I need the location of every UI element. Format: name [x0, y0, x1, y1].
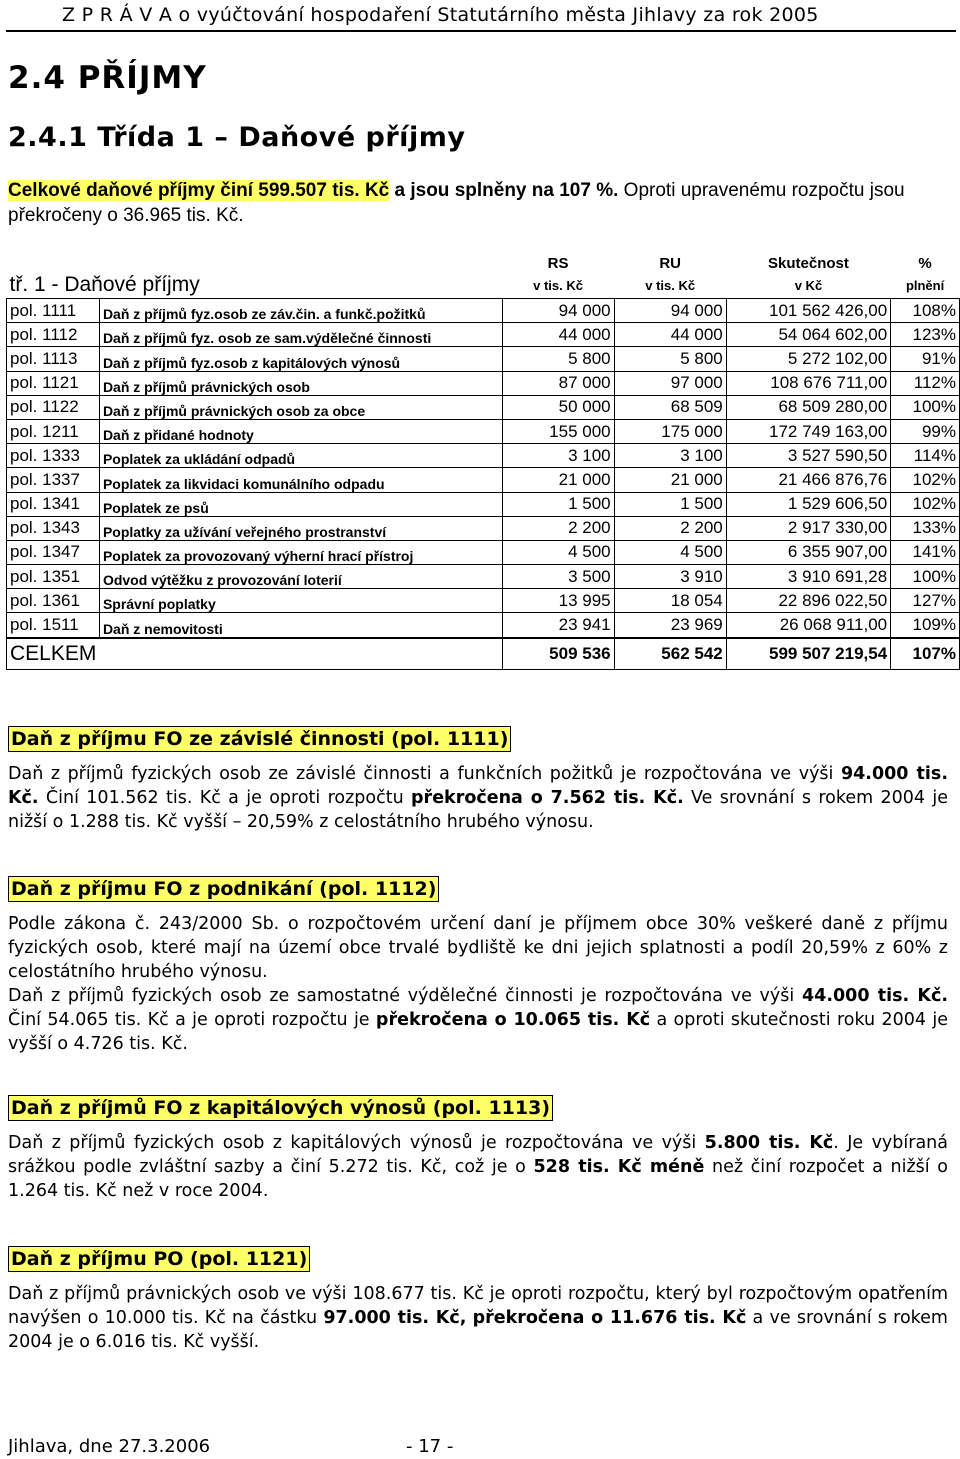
row-pct: 127% — [891, 589, 960, 613]
row-skutecnost: 21 466 876,76 — [726, 468, 890, 492]
col-head-pct: % — [918, 255, 932, 272]
row-description: Poplatky za užívání veřejného prostranství — [99, 516, 502, 540]
total-ru: 562 542 — [614, 638, 726, 670]
heading-trida-1: 2.4.1 Třída 1 – Daňové příjmy — [8, 122, 466, 153]
row-ru: 2 200 — [614, 516, 726, 540]
table-row — [7, 323, 960, 347]
row-description: Daň z příjmů právnických osob za obce — [99, 395, 502, 419]
row-description: Daň z příjmů fyz.osob z kapitálových výnosů — [99, 347, 502, 371]
intro-fulfilment: a jsou splněny na 107 %. — [389, 180, 619, 201]
row-pct: 91% — [891, 347, 960, 371]
row-ru: 1 500 — [614, 492, 726, 516]
row-pol: pol. 1351 — [7, 565, 100, 589]
row-rs: 44 000 — [502, 323, 614, 347]
section-1111 — [8, 726, 948, 834]
row-ru: 21 000 — [614, 468, 726, 492]
table-unit-row — [7, 272, 960, 299]
row-ru: 175 000 — [614, 419, 726, 443]
section-text-law: Podle zákona č. 243/2000 Sb. o rozpočtovém určení daní je příjmem obce 30% veškeré daně z příjmu fyzických osob, které mají na území obce trvalé bydliště ke dni jejich splatnosti a podíl 20,59% z 60% z celostátního hrubého výnosu. — [8, 914, 948, 982]
row-pct: 109% — [891, 613, 960, 638]
row-skutecnost: 2 917 330,00 — [726, 516, 890, 540]
row-ru: 3 910 — [614, 565, 726, 589]
row-ru: 97 000 — [614, 371, 726, 395]
table-row — [7, 516, 960, 540]
row-rs: 3 500 — [502, 565, 614, 589]
row-pct: 133% — [891, 516, 960, 540]
section-title: Daň z příjmu FO ze závislé činnosti (pol. 1111) — [8, 726, 511, 752]
row-pol: pol. 1361 — [7, 589, 100, 613]
row-rs: 50 000 — [502, 395, 614, 419]
row-pol: pol. 1341 — [7, 492, 100, 516]
table-row — [7, 444, 960, 468]
table-row — [7, 371, 960, 395]
table-row — [7, 613, 960, 638]
section-label: tř. 1 - Daňové příjmy — [9, 273, 200, 296]
section-text: Daň z příjmů fyzických osob ze závislé činnosti a funkčních požitků je rozpočtována ve výši 94.000 tis. Kč. Činí 101.562 tis. Kč a je oproti rozpočtu překročena o 7.562 tis. Kč. Ve srovnání s rokem 2004 je nižší o 1.288 tis. Kč vyšší – 20,59% z celostátního hrubého výnosu. — [8, 764, 949, 832]
row-pct: 108% — [891, 299, 960, 323]
row-skutecnost: 5 272 102,00 — [726, 347, 890, 371]
row-pol: pol. 1113 — [7, 347, 100, 371]
col-unit-skutecnost: v Kč — [794, 277, 823, 293]
row-ru: 94 000 — [614, 299, 726, 323]
row-description: Daň z nemovitosti — [99, 613, 502, 638]
table-row — [7, 589, 960, 613]
table-total-row — [7, 638, 960, 670]
row-description: Správní poplatky — [99, 589, 502, 613]
row-skutecnost: 1 529 606,50 — [726, 492, 890, 516]
table-row — [7, 299, 960, 323]
total-rs: 509 536 — [502, 638, 614, 670]
page-header: Z P R Á V A o vyúčtování hospodaření Statutárního města Jihlavy za rok 2005 — [62, 4, 819, 26]
row-pol: pol. 1121 — [7, 371, 100, 395]
table-row — [7, 492, 960, 516]
header-rule — [6, 30, 956, 32]
row-ru: 4 500 — [614, 540, 726, 564]
row-rs: 87 000 — [502, 371, 614, 395]
row-pct: 102% — [891, 492, 960, 516]
total-pct: 107% — [891, 638, 960, 670]
section-1113 — [8, 1095, 948, 1203]
row-pct: 100% — [891, 395, 960, 419]
row-description: Odvod výtěžku z provozování loterií — [99, 565, 502, 589]
row-pol: pol. 1112 — [7, 323, 100, 347]
row-description: Daň z přidané hodnoty — [99, 419, 502, 443]
col-head-skutecnost: Skutečnost — [768, 255, 849, 272]
section-text: Daň z příjmů fyzických osob ze samostatné výdělečné činnosti je rozpočtována ve výši 44.000 tis. Kč. Činí 54.065 tis. Kč a je oproti rozpočtu je překročena o 10.065 tis. Kč a oproti skutečnosti roku 2004 je vyšší o 4.726 tis. Kč. — [8, 986, 948, 1054]
row-skutecnost: 3 910 691,28 — [726, 565, 890, 589]
table-row — [7, 565, 960, 589]
table-row — [7, 540, 960, 564]
row-rs: 155 000 — [502, 419, 614, 443]
row-description: Poplatek za likvidaci komunálního odpadu — [99, 468, 502, 492]
heading-prijmy: 2.4 PŘÍJMY — [8, 60, 207, 96]
intro-paragraph — [8, 178, 948, 228]
total-label: CELKEM — [7, 638, 503, 670]
row-ru: 68 509 — [614, 395, 726, 419]
intro-total: Celkové daňové příjmy činí 599.507 tis. Kč — [8, 180, 390, 201]
row-ru: 23 969 — [614, 613, 726, 638]
row-description: Daň z příjmů fyz. osob ze sam.výdělečné činnosti — [99, 323, 502, 347]
row-skutecnost: 101 562 426,00 — [726, 299, 890, 323]
row-pol: pol. 1111 — [7, 299, 100, 323]
row-skutecnost: 6 355 907,00 — [726, 540, 890, 564]
tax-income-table — [6, 246, 960, 670]
row-pct: 112% — [891, 371, 960, 395]
row-skutecnost: 172 749 163,00 — [726, 419, 890, 443]
row-pct: 100% — [891, 565, 960, 589]
row-rs: 5 800 — [502, 347, 614, 371]
row-pct: 123% — [891, 323, 960, 347]
row-rs: 94 000 — [502, 299, 614, 323]
row-skutecnost: 22 896 022,50 — [726, 589, 890, 613]
col-head-ru: RU — [659, 255, 682, 272]
row-description: Poplatek ze psů — [99, 492, 502, 516]
row-pol: pol. 1511 — [7, 613, 100, 638]
row-skutecnost: 108 676 711,00 — [726, 371, 890, 395]
table-row — [7, 419, 960, 443]
row-skutecnost: 26 068 911,00 — [726, 613, 890, 638]
total-skutecnost: 599 507 219,54 — [726, 638, 890, 670]
row-ru: 5 800 — [614, 347, 726, 371]
row-pol: pol. 1122 — [7, 395, 100, 419]
section-text: Daň z příjmů právnických osob ve výši 108.677 tis. Kč je oproti rozpočtu, který byl rozpočtovým opatřením navýšen o 10.000 tis. Kč na částku 97.000 tis. Kč, překročena o 11.676 tis. Kč a ve srovnání s rokem 2004 je o 6.016 tis. Kč vyšší. — [8, 1284, 948, 1352]
row-description: Poplatek za ukládání odpadů — [99, 444, 502, 468]
table-row — [7, 347, 960, 371]
row-skutecnost: 3 527 590,50 — [726, 444, 890, 468]
section-1121 — [8, 1246, 948, 1354]
row-description: Daň z příjmů právnických osob — [99, 371, 502, 395]
row-pol: pol. 1343 — [7, 516, 100, 540]
footer-place-date: Jihlava, dne 27.3.2006 — [8, 1436, 211, 1457]
row-ru: 3 100 — [614, 444, 726, 468]
table-row — [7, 468, 960, 492]
row-pol: pol. 1337 — [7, 468, 100, 492]
row-skutecnost: 68 509 280,00 — [726, 395, 890, 419]
row-rs: 21 000 — [502, 468, 614, 492]
row-rs: 3 100 — [502, 444, 614, 468]
row-rs: 23 941 — [502, 613, 614, 638]
row-rs: 2 200 — [502, 516, 614, 540]
section-title: Daň z příjmu FO z podnikání (pol. 1112) — [8, 876, 439, 902]
row-pol: pol. 1211 — [7, 419, 100, 443]
row-pct: 141% — [891, 540, 960, 564]
col-unit-ru: v tis. Kč — [645, 277, 696, 293]
footer-page-number: - 17 - — [406, 1436, 454, 1457]
section-text: Daň z příjmů fyzických osob z kapitálových výnosů je rozpočtována ve výši 5.800 tis. Kč. Je vybíraná srážkou podle zvláštní sazby a činí 5.272 tis. Kč, což je o 528 tis. Kč méně než činí rozpočet a nižší o 1.264 tis. Kč než v roce 2004. — [8, 1133, 948, 1201]
row-pct: 114% — [891, 444, 960, 468]
section-title: Daň z příjmů FO z kapitálových výnosů (pol. 1113) — [8, 1095, 553, 1121]
col-unit-pct: plnění — [905, 277, 945, 293]
row-rs: 13 995 — [502, 589, 614, 613]
section-title: Daň z příjmu PO (pol. 1121) — [8, 1246, 310, 1272]
row-pct: 102% — [891, 468, 960, 492]
row-pct: 99% — [891, 419, 960, 443]
row-skutecnost: 54 064 602,00 — [726, 323, 890, 347]
col-head-rs: RS — [547, 255, 569, 272]
row-pol: pol. 1333 — [7, 444, 100, 468]
row-pol: pol. 1347 — [7, 540, 100, 564]
table-head-row — [7, 246, 960, 272]
row-rs: 4 500 — [502, 540, 614, 564]
row-ru: 44 000 — [614, 323, 726, 347]
row-description: Daň z příjmů fyz.osob ze záv.čin. a funkč.požitků — [99, 299, 502, 323]
section-1112 — [8, 876, 948, 1056]
table-row — [7, 395, 960, 419]
col-unit-rs: v tis. Kč — [533, 277, 583, 293]
row-description: Poplatek za provozovaný výherní hrací přístroj — [99, 540, 502, 564]
row-rs: 1 500 — [502, 492, 614, 516]
row-ru: 18 054 — [614, 589, 726, 613]
intro-exceeded: Oproti upravenému rozpočtu jsou překročeny o 36.965 tis. Kč. — [8, 180, 905, 226]
